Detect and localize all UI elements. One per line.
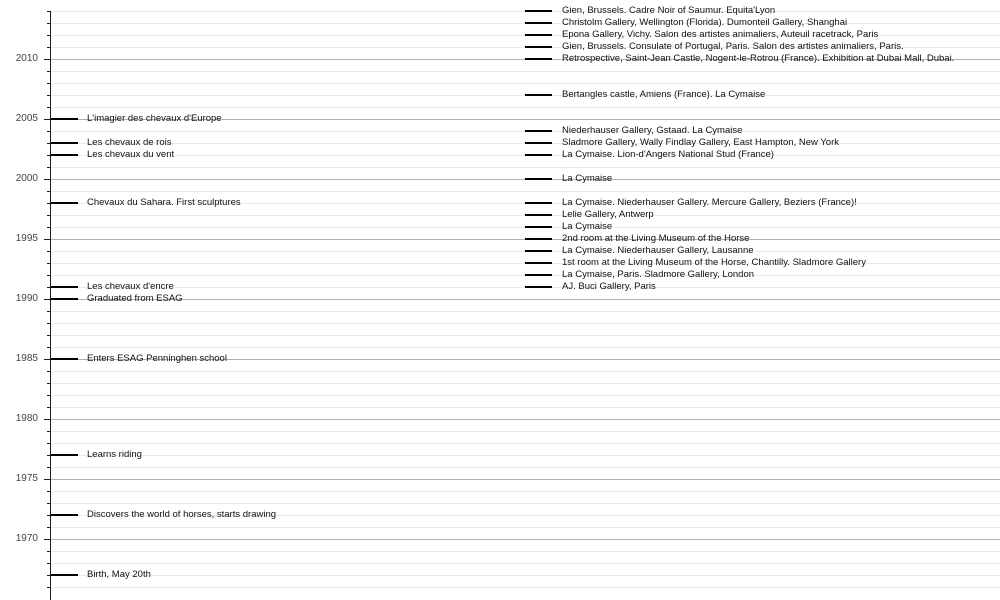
year-label: 1985 [15,353,38,364]
axis-tick-major [44,239,51,240]
gridline-minor [51,83,1000,84]
axis-tick-minor [47,107,51,108]
axis-tick-major [44,179,51,180]
year-label: 1970 [15,533,38,544]
gridline-minor [51,407,1000,408]
event-label: Niederhauser Gallery, Gstaad. La Cymaise [562,125,743,136]
event-marker-line [525,130,552,132]
event-label: Les chevaux de rois [87,137,172,148]
gridline-minor [51,587,1000,588]
axis-tick-major [44,59,51,60]
event-label: Birth, May 20th [87,569,151,580]
axis-tick-minor [47,71,51,72]
axis-tick-minor [47,383,51,384]
event-label: Graduated from ESAG [87,293,183,304]
axis-tick-minor [47,335,51,336]
event-marker-line [525,142,552,144]
axis-tick-minor [47,191,51,192]
event-marker-line [525,46,552,48]
axis-tick-minor [47,215,51,216]
event-label: 1st room at the Living Museum of the Horse, Chantilly. Sladmore Gallery [562,257,866,268]
gridline-minor [51,551,1000,552]
year-label: 2000 [15,173,38,184]
axis-tick-minor [47,503,51,504]
axis-tick-minor [47,395,51,396]
axis-tick-minor [47,47,51,48]
gridline-minor [51,335,1000,336]
axis-tick-minor [47,323,51,324]
event-marker-line [525,10,552,12]
axis-tick-minor [47,407,51,408]
year-label: 2005 [15,113,38,124]
event-marker-line [51,202,78,204]
event-marker-line [525,214,552,216]
gridline-minor [51,575,1000,576]
event-label: La Cymaise [562,221,613,232]
gridline-minor [51,71,1000,72]
event-label: Learns riding [87,449,142,460]
event-label: Sladmore Gallery, Wally Findlay Gallery, East Hampton, New York [562,137,840,148]
axis-tick-minor [47,467,51,468]
gridline-minor [51,431,1000,432]
event-marker-line [525,178,552,180]
axis-tick-minor [47,227,51,228]
event-label: AJ. Buci Gallery, Paris [562,281,656,292]
event-label: Lelie Gallery, Antwerp [562,209,654,220]
axis-tick-minor [47,443,51,444]
gridline-minor [51,563,1000,564]
event-label: Retrospective, Saint-Jean Castle, Nogent-le-Rotrou (France). Exhibition at Dubai Mall, Dubai. [562,53,955,64]
event-marker-line [525,58,552,60]
axis-tick-minor [47,275,51,276]
event-marker-line [525,274,552,276]
axis-tick-major [44,119,51,120]
axis-tick-minor [47,587,51,588]
axis-tick-minor [47,251,51,252]
axis-tick-minor [47,527,51,528]
event-marker-line [525,286,552,288]
axis-tick-minor [47,35,51,36]
event-marker-line [525,262,552,264]
axis-tick-minor [47,371,51,372]
axis-tick-minor [47,95,51,96]
axis-tick-minor [47,167,51,168]
event-label: La Cymaise. Niederhauser Gallery, Lausanne [562,245,754,256]
gridline-major [51,479,1000,480]
event-label: Gien, Brussels. Cadre Noir of Saumur. Equita'Lyon [562,5,776,16]
gridline-minor [51,491,1000,492]
axis-tick-minor [47,83,51,84]
gridline-minor [51,455,1000,456]
axis-tick-major [44,479,51,480]
event-marker-line [525,250,552,252]
event-marker-line [51,358,78,360]
gridline-major [51,539,1000,540]
event-label: Enters ESAG Penninghen school [87,353,227,364]
event-marker-line [51,118,78,120]
event-marker-line [51,574,78,576]
axis-tick-major [44,359,51,360]
event-label: Gien, Brussels. Consulate of Portugal, Paris. Salon des artistes animaliers, Paris. [562,41,904,52]
gridline-minor [51,311,1000,312]
gridline-major [51,299,1000,300]
axis-tick-minor [47,491,51,492]
gridline-minor [51,323,1000,324]
year-label: 1980 [15,413,38,424]
axis-tick-minor [47,551,51,552]
gridline-major [51,419,1000,420]
y-axis-line [50,11,51,600]
event-marker-line [525,22,552,24]
gridline-minor [51,395,1000,396]
axis-tick-minor [47,431,51,432]
event-marker-line [525,238,552,240]
axis-tick-minor [47,347,51,348]
event-marker-line [51,154,78,156]
event-label: La Cymaise [562,173,613,184]
gridline-minor [51,527,1000,528]
event-marker-line [51,454,78,456]
year-label: 1975 [15,473,38,484]
event-marker-line [525,202,552,204]
event-marker-line [51,142,78,144]
event-label: La Cymaise. Lion-d'Angers National Stud (France) [562,149,774,160]
axis-tick-major [44,419,51,420]
axis-tick-minor [47,23,51,24]
event-marker-line [525,226,552,228]
event-label: La Cymaise. Niederhauser Gallery. Mercure Gallery, Beziers (France)! [562,197,857,208]
axis-tick-major [44,299,51,300]
year-label: 2010 [15,53,38,64]
event-label: Les chevaux d'encre [87,281,174,292]
gridline-minor [51,467,1000,468]
event-marker-line [51,514,78,516]
event-marker-line [51,298,78,300]
gridline-minor [51,167,1000,168]
event-marker-line [51,286,78,288]
axis-tick-minor [47,311,51,312]
event-label: Bertangles castle, Amiens (France). La Cymaise [562,89,766,100]
gridline-minor [51,503,1000,504]
event-label: La Cymaise, Paris. Sladmore Gallery, London [562,269,755,280]
event-marker-line [525,34,552,36]
event-marker-line [525,154,552,156]
gridline-minor [51,383,1000,384]
axis-tick-major [44,539,51,540]
year-label: 1995 [15,233,38,244]
event-label: Les chevaux du vent [87,149,175,160]
gridline-minor [51,107,1000,108]
event-label: Chevaux du Sahara. First sculptures [87,197,241,208]
gridline-minor [51,191,1000,192]
gridline-minor [51,371,1000,372]
gridline-minor [51,443,1000,444]
event-label: Discovers the world of horses, starts drawing [87,509,277,520]
event-label: L'imagier des chevaux d'Europe [87,113,222,124]
event-marker-line [525,94,552,96]
axis-tick-minor [47,563,51,564]
axis-tick-minor [47,263,51,264]
event-label: 2nd room at the Living Museum of the Horse [562,233,750,244]
event-label: Epona Gallery, Vichy. Salon des artistes animaliers, Auteuil racetrack, Paris [562,29,879,40]
axis-tick-minor [47,11,51,12]
year-label: 1990 [15,293,38,304]
gridline-minor [51,347,1000,348]
axis-tick-minor [47,131,51,132]
event-label: Christolm Gallery, Wellington (Florida). Dumonteil Gallery, Shanghai [562,17,848,28]
